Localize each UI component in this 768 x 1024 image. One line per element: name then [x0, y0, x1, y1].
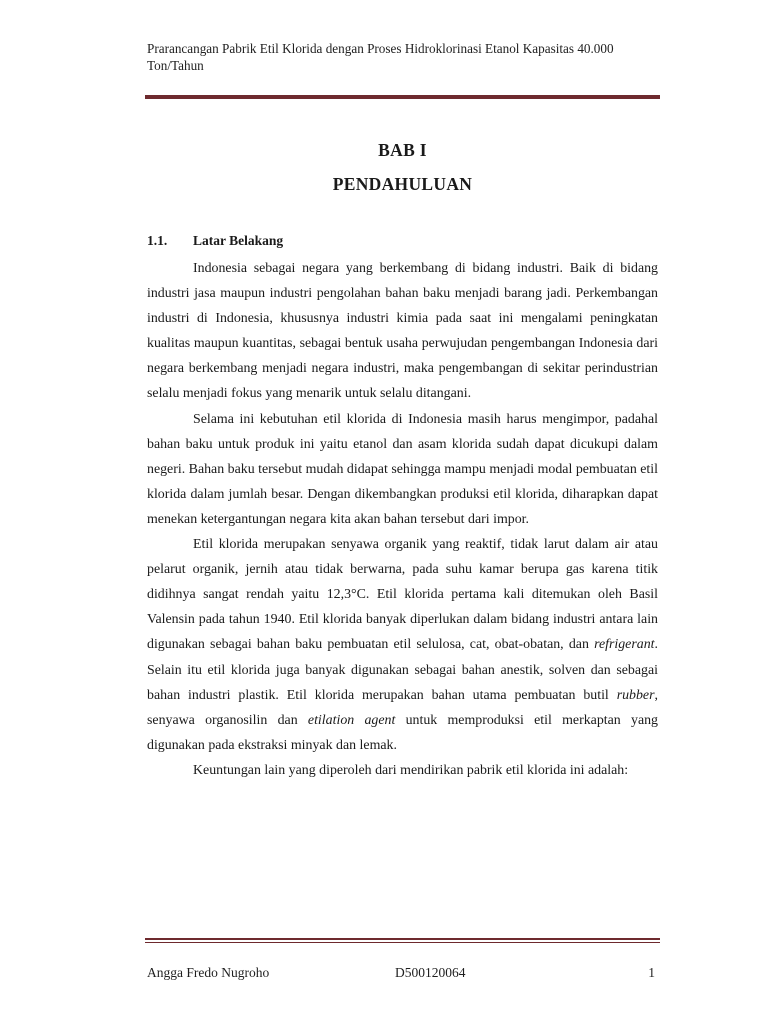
chapter-number: BAB I	[378, 140, 427, 160]
paragraph	[147, 532, 658, 758]
footer-student-id: D500120064	[395, 965, 466, 980]
text-run: Indonesia sebagai negara yang berkembang di bidang industri. Baik di bidang industri jasa maupun industri pengolahan bahan baku menjadi barang jadi. Perkembangan industri di Indonesia, khususnya industri kimia pada saat ini mengalami peningkatan kualitas maupun kuantitas, sebagai bentuk usaha perwujudan pengembangan Indonesia dari negara berkembang menjadi negara industri, maka pengembangan di sekitar perindustrian selalu menjadi fokus yang menarik untuk selalu ditangani.	[147, 261, 658, 402]
text-run: Keuntungan lain yang diperoleh dari mendirikan pabrik etil klorida ini adalah:	[193, 762, 629, 778]
body-text	[147, 256, 658, 783]
text-run: . Selain itu etil klorida juga banyak digunakan sebagai bahan anestik, solven dan sebagai bahan industri plastik. Etil klorida merupakan bahan utama pembuatan butil	[147, 637, 658, 703]
section-heading	[147, 233, 283, 249]
italic-term: refrigerant	[594, 637, 655, 653]
chapter-title: PENDAHULUAN	[332, 174, 473, 194]
text-run: untuk memproduksi etil merkaptan yang digunakan pada ekstraksi minyak dan lemak.	[147, 712, 658, 753]
section-title: Latar Belakang	[193, 233, 284, 248]
section-number: 1.1.	[147, 233, 168, 248]
italic-term: rubber	[616, 687, 655, 703]
text-run: Selama ini kebutuhan etil klorida di Indonesia masih harus mengimpor, padahal bahan baku untuk produk ini yaitu etanol dan asam klorida sudah dapat dicukupi dalam negeri. Bahan baku tersebut mudah didapat sehingga mampu menjadi modal pembuatan etil klorida dalam jumlah besar. Dengan dikembangkan produksi etil klorida, diharapkan dapat menekan ketergantungan negara kita akan bahan tersebut dari impor.	[147, 411, 658, 527]
italic-term: etilation agent	[307, 712, 396, 728]
header-divider	[145, 95, 660, 99]
page-number: 1	[648, 965, 655, 980]
paragraph	[147, 758, 658, 783]
footer-author: Angga Fredo Nugroho	[147, 965, 270, 980]
text-run: , senyawa organosilin dan	[147, 687, 658, 728]
running-header: Prarancangan Pabrik Etil Klorida dengan Proses Hidroklorinasi Etanol Kapasitas 40.000 Ton/Tahun	[147, 41, 614, 73]
paragraph	[147, 256, 658, 407]
paragraph	[147, 407, 658, 532]
text-run: Etil klorida merupakan senyawa organik yang reaktif, tidak larut dalam air atau pelarut organik, jernih atau tidak berwarna, pada suhu kamar berupa gas karena titik didihnya sangat rendah yaitu 12,3°C. Etil klorida pertama kali ditemukan oleh Basil Valensin pada tahun 1940. Etil klorida banyak diperlukan dalam bidang industri antara lain digunakan sebagai bahan baku pembuatan etil selulosa, cat, obat-obatan, dan	[147, 537, 658, 653]
footer-divider	[145, 938, 660, 943]
